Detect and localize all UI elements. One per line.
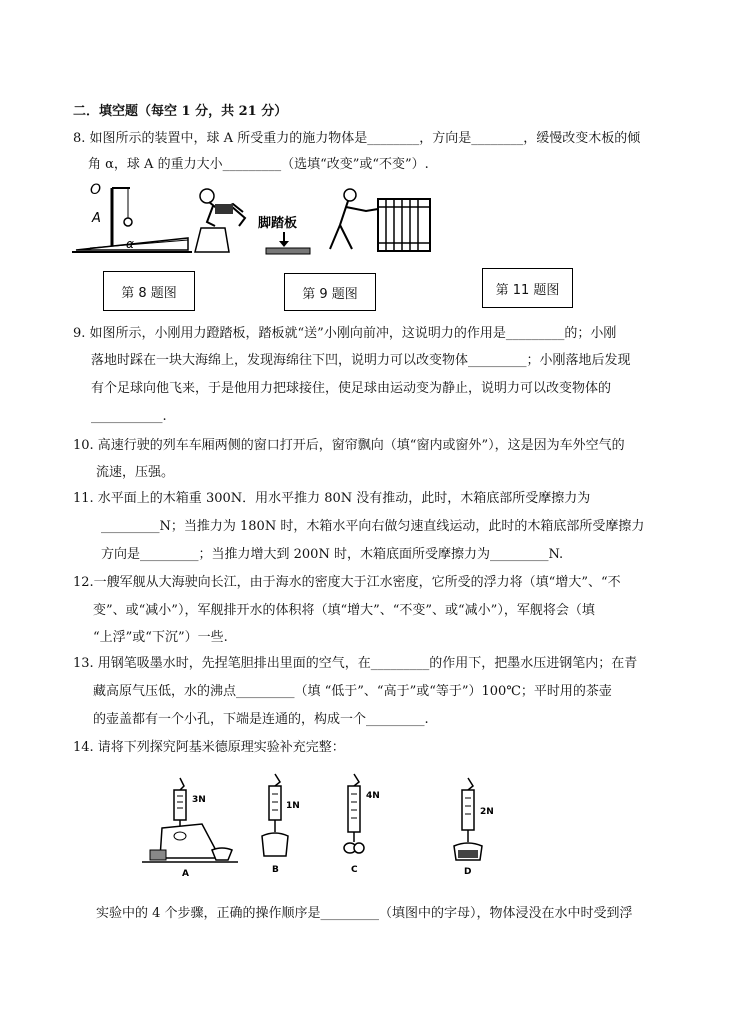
figure-8-label-a: A (92, 211, 101, 226)
figure-11-caption: 第 11 题图 (482, 268, 573, 308)
figure-14-archimedes (140, 772, 500, 880)
q12-line-3: “上浮”或“下沉”）一些. (93, 630, 228, 645)
q9-line-4: ___________. (91, 409, 167, 424)
step-c-reading: 4N (366, 791, 380, 801)
figure-8-incline (70, 178, 195, 258)
figure-8-caption: 第 8 题图 (103, 271, 195, 311)
q13-line-1: 13. 用钢笔吸墨水时，先捏笔胆排出里面的空气，在_________的作用下，把墨水压进钢笔内；在青 (73, 656, 638, 671)
figure-8-label-o: O (90, 182, 102, 198)
q13-line-2: 藏高原气压低，水的沸点_________（填 “低于”、“高于”或“等于”）100℃；平时用的茶壶 (93, 684, 612, 699)
step-c (344, 774, 380, 875)
figure-9-jumper (185, 182, 260, 256)
step-a-reading: 3N (192, 795, 206, 805)
figure-9-label-pedal: 脚踏板 (258, 216, 298, 231)
q8-line-2: 角 α，球 A 的重力大小_________（选填“改变”或“不变”）. (88, 157, 429, 172)
q9-line-2: 落地时踩在一块大海绵上，发现海绵往下凹，说明力可以改变物体_________；小刚落地后发现 (91, 353, 631, 368)
step-b-label: B (272, 865, 279, 875)
q12-line-1: 12.一艘军舰从大海驶向长江，由于海水的密度大于江水密度，它所受的浮力将（填“增大”、“不 (73, 575, 621, 590)
figure-8-label-alpha: α (126, 237, 134, 251)
step-d (454, 778, 494, 877)
q10-line-2: 流速，压强。 (96, 465, 175, 480)
q9-line-1: 9. 如图所示，小刚用力蹬踏板，踏板就“送”小刚向前冲，这说明力的作用是_________的；小刚 (73, 326, 617, 341)
q14-line-1: 14. 请将下列探究阿基米德原理实验补充完整： (73, 740, 345, 755)
q9-line-3: 有个足球向他飞来，于是他用力把球接住，使足球由运动变为静止，说明力可以改变物体的 (91, 381, 612, 396)
step-b-reading: 1N (286, 801, 300, 811)
section-title: 二．填空题（每空 1 分，共 21 分） (73, 104, 288, 119)
q8-line-1: 8. 如图所示的装置中，球 A 所受重力的施力物体是________，方向是________，缓慢改变木板的倾 (73, 131, 641, 146)
step-a-label: A (182, 869, 189, 879)
step-b (262, 774, 300, 875)
step-d-label: D (464, 867, 472, 877)
q10-line-1: 10. 高速行驶的列车车厢两侧的窗口打开后，窗帘飘向（填“窗内或窗外”），这是因为车外空气的 (73, 438, 625, 453)
figure-11-pushing (258, 185, 438, 257)
step-d-reading: 2N (480, 807, 494, 817)
step-a (142, 778, 238, 879)
step-c-label: C (351, 865, 358, 875)
q12-line-2: 变”、或“减小”），军舰排开水的体积将（填“增大”、“不变”、或“减小”），军舰将会（填 (93, 603, 595, 618)
q11-line-1: 11. 水平面上的木箱重 300N．用水平推力 80N 没有推动，此时，木箱底部所受摩擦力为 (73, 491, 591, 506)
q11-line-3: 方向是_________；当推力增大到 200N 时，木箱底面所受摩擦力为_________N. (101, 547, 564, 562)
q14-line-2: 实验中的 4 个步骤，正确的操作顺序是_________（填图中的字母），物体浸没在水中时受到浮 (96, 906, 633, 921)
q11-line-2: _________N；当推力为 180N 时，木箱水平向右做匀速直线运动，此时的木箱底部所受摩擦力 (101, 519, 645, 534)
q13-line-3: 的壶盖都有一个小孔，下端是连通的，构成一个_________. (93, 712, 429, 727)
figure-9-caption: 第 9 题图 (284, 273, 376, 311)
